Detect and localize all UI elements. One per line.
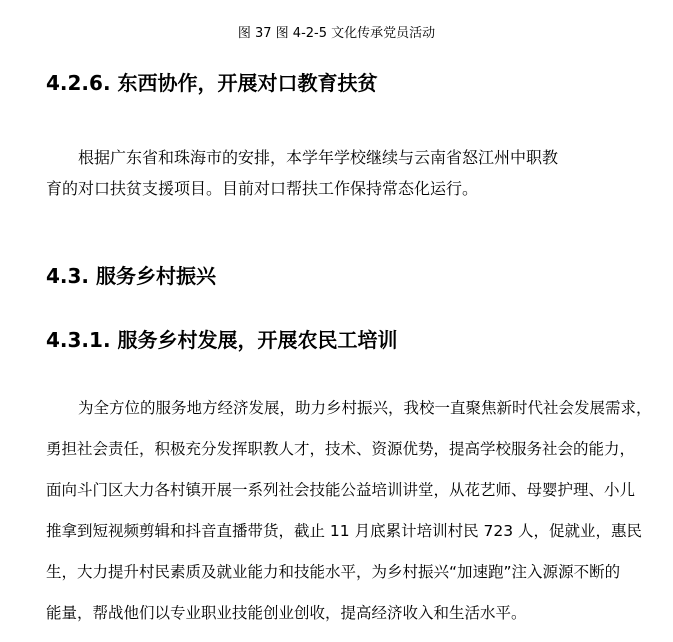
paragraph-east-west-cooperation	[46, 142, 646, 204]
paragraph-line: 面向斗门区大力各村镇开展一系列社会技能公益培训讲堂，从花艺师、母婴护理、小儿	[46, 481, 636, 499]
paragraph-rural-training	[46, 388, 656, 634]
figure-caption: 图 37 图 4-2-5 文化传承党员活动	[237, 26, 436, 41]
paragraph-line: 勇担社会责任，积极充分发挥职教人才，技术、资源优势，提高学校服务社会的能力，	[46, 440, 636, 458]
heading-4-3: 4.3. 服务乡村振兴	[46, 264, 216, 288]
heading-4-3-1: 4.3.1. 服务乡村发展，开展农民工培训	[46, 328, 398, 352]
paragraph-line: 推拿到短视频剪辑和抖音直播带货，截止 11 月底累计培训村民 723 人，促就业，惠民	[46, 522, 643, 540]
paragraph-line: 育的对口扶贫支援项目。目前对口帮扶工作保持常态化运行。	[46, 179, 479, 198]
paragraph-line: 生，大力提升村民素质及就业能力和技能水平，为乡村振兴“加速跑”注入源源不断的	[46, 563, 621, 581]
paragraph-line: 为全方位的服务地方经济发展，助力乡村振兴，我校一直聚焦新时代社会发展需求，	[78, 399, 652, 417]
paragraph-line: 根据广东省和珠海市的安排，本学年学校继续与云南省怒江州中职教	[78, 148, 559, 167]
paragraph-line: 能量，帮战他们以专业职业技能创业创收，提高经济收入和生活水平。	[46, 604, 527, 622]
heading-4-2-6: 4.2.6. 东西协作，开展对口教育扶贫	[46, 71, 378, 95]
